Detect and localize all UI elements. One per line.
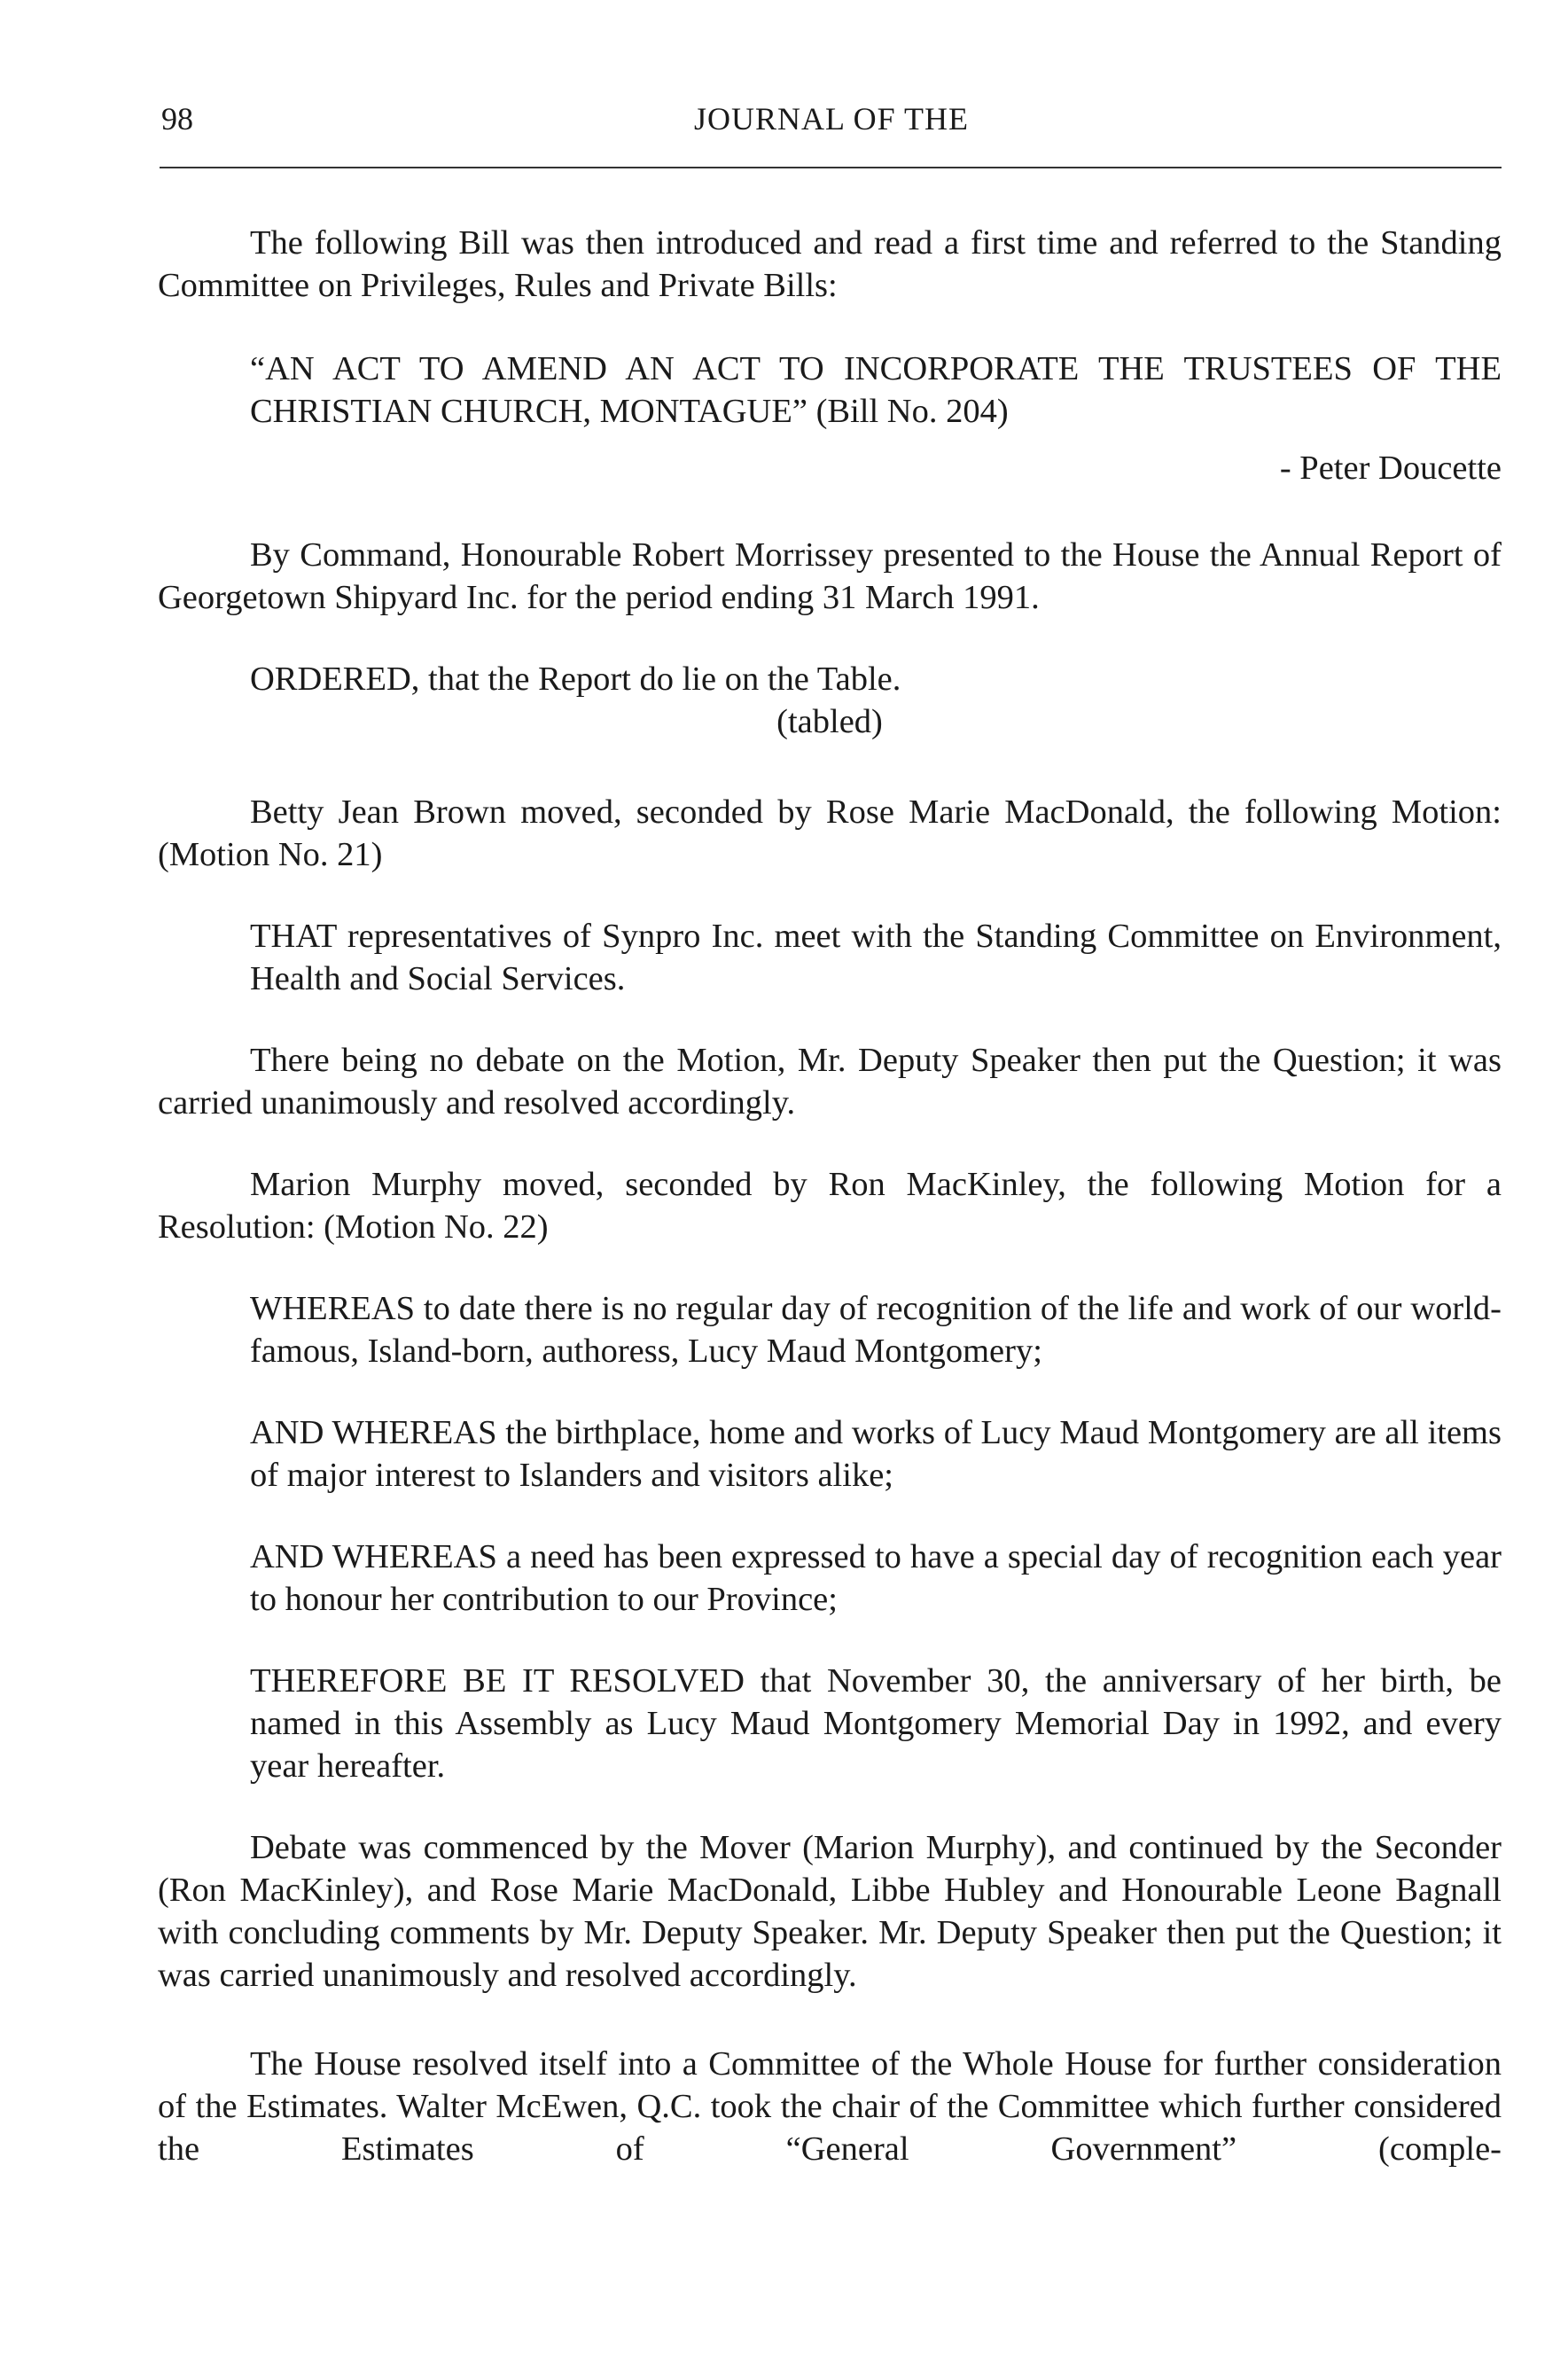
committee-paragraph: The House resolved itself into a Committee of the Whole House for further consideration of the Estimates. Walter McEwen, Q.C. took the chair of the Committee which further considered the Estimates of “General Government” (comple- [158, 2045, 1502, 2168]
header-rule [160, 167, 1502, 168]
page-number: 98 [161, 101, 193, 137]
running-title: JOURNAL OF THE [693, 101, 969, 137]
tabled-note: (tabled) [776, 703, 883, 740]
whereas-clause-1: WHEREAS to date there is no regular day of recognition of the life and work of our world-famous, Island-born, authoress, Lucy Maud Montgomery; [250, 1290, 1502, 1370]
bill-introduction-paragraph: The following Bill was then introduced and read a first time and referred to the Standing Committee on Privileges, Rules and Private Bills: [158, 224, 1502, 304]
ordered-paragraph: ORDERED, that the Report do lie on the Table. [250, 660, 901, 698]
motion-21-text: THAT representatives of Synpro Inc. meet with the Standing Committee on Environment, Health and Social Services. [250, 918, 1502, 997]
motion-21-result: There being no debate on the Motion, Mr. Deputy Speaker then put the Question; it was carried unanimously and resolved accordingly. [158, 1042, 1502, 1122]
bill-title: “AN ACT TO AMEND AN ACT TO INCORPORATE THE TRUSTEES OF THE CHRISTIAN CHURCH, MONTAGUE” (Bill No. 204) [250, 350, 1502, 430]
motion-22-paragraph: Marion Murphy moved, seconded by Ron MacKinley, the following Motion for a Resolution: (Motion No. 22) [158, 1166, 1502, 1246]
page-header [161, 99, 1502, 138]
bill-sponsor: - Peter Doucette [1279, 449, 1502, 487]
whereas-clause-3: AND WHEREAS a need has been expressed to have a special day of recognition each year to honour her contribution to our Province; [250, 1538, 1502, 1618]
debate-paragraph: Debate was commenced by the Mover (Marion Murphy), and continued by the Seconder (Ron MacKinley), and Rose Marie MacDonald, Libbe Hubley and Honourable Leone Bagnall with concluding comments by Mr. Deputy Speaker. Mr. Deputy Speaker then put the Question; it was carried unanimously and resolved accordingly. [158, 1829, 1502, 1994]
journal-body [158, 222, 1502, 2170]
resolved-clause: THEREFORE BE IT RESOLVED that November 30, the anniversary of her birth, be named in this Assembly as Lucy Maud Montgomery Memorial Day in 1992, and every year hereafter. [250, 1662, 1502, 1785]
whereas-clause-2: AND WHEREAS the birthplace, home and works of Lucy Maud Montgomery are all items of major interest to Islanders and visitors alike; [250, 1414, 1502, 1494]
motion-21-paragraph: Betty Jean Brown moved, seconded by Rose Marie MacDonald, the following Motion: (Motion No. 21) [158, 793, 1502, 873]
annual-report-paragraph: By Command, Honourable Robert Morrissey presented to the House the Annual Report of Georgetown Shipyard Inc. for the period ending 31 March 1991. [158, 536, 1502, 616]
